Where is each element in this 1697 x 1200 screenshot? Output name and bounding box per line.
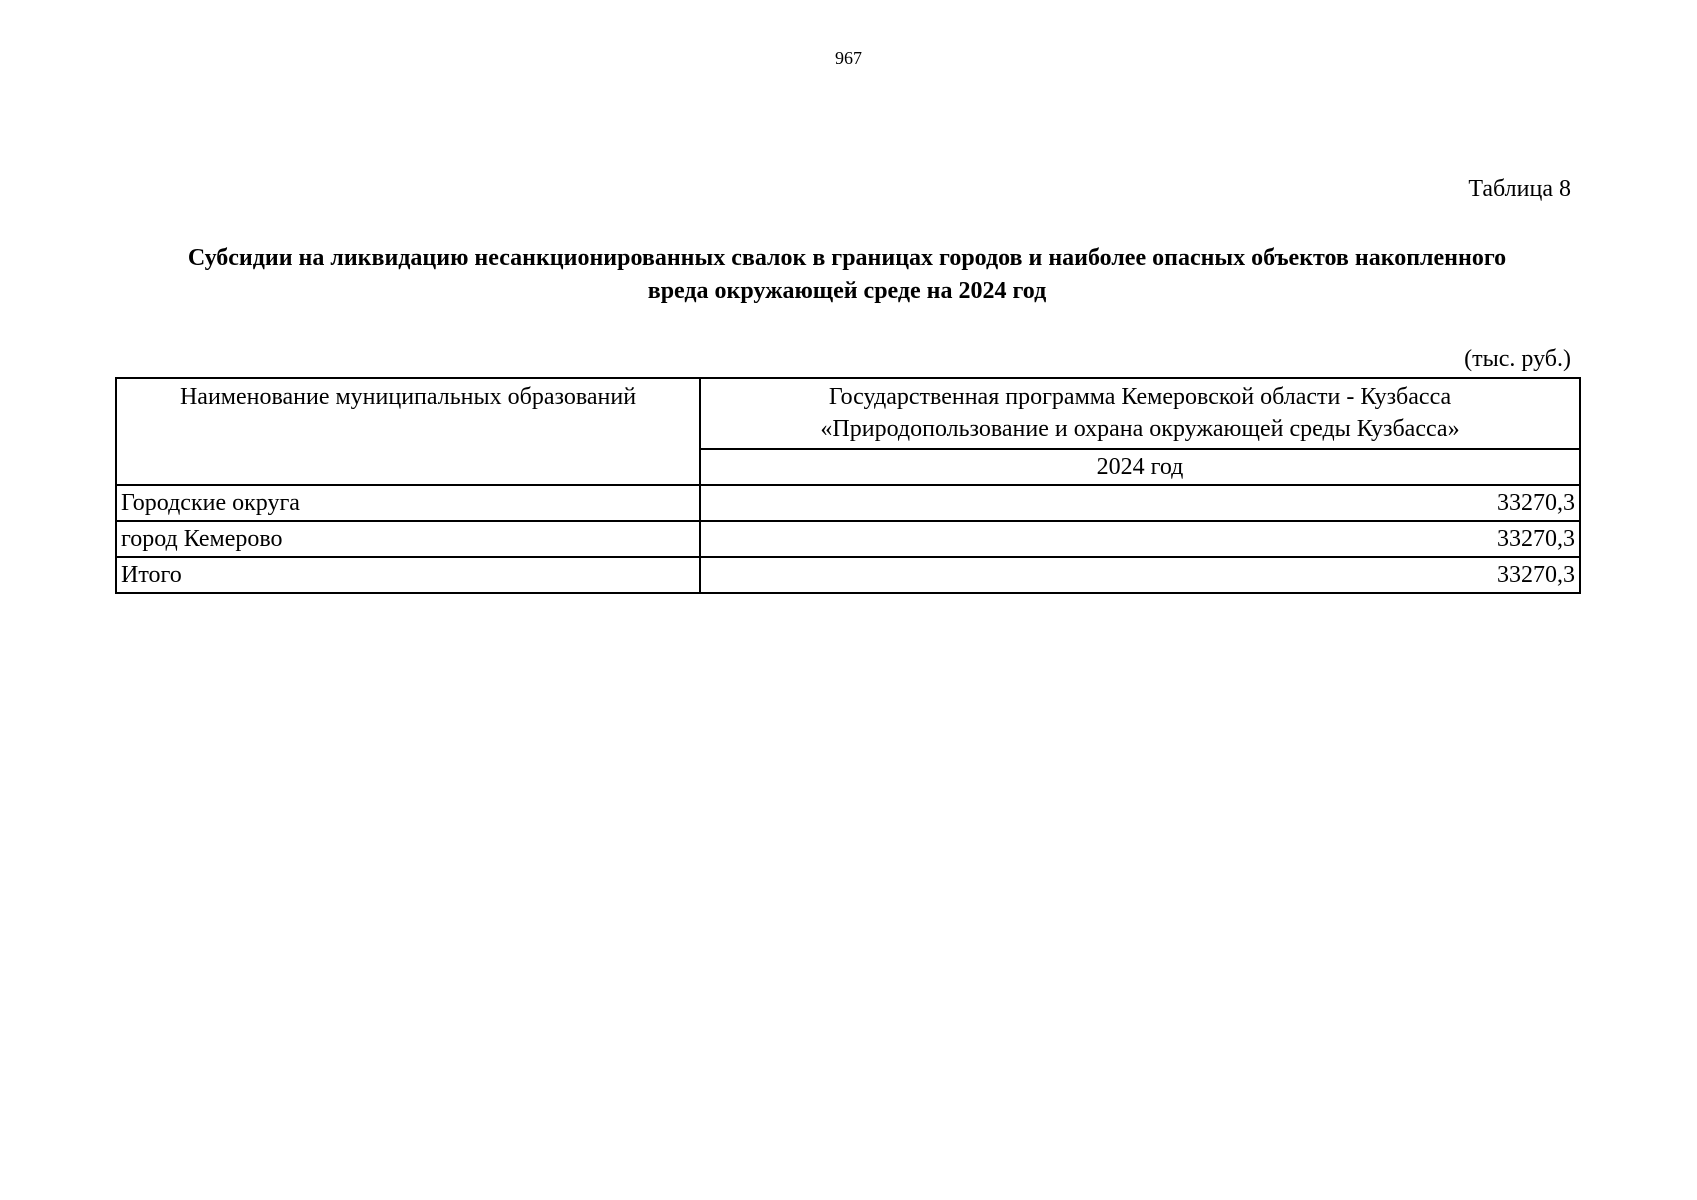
table-row	[116, 521, 1580, 557]
header-year: 2024 год	[700, 449, 1580, 485]
table-label: Таблица 8	[1468, 176, 1571, 202]
header-program-line-2: «Природопользование и охрана окружающей среды Кузбасса»	[820, 416, 1460, 442]
row-name: город Кемерово	[116, 521, 700, 557]
row-value: 33270,3	[700, 485, 1580, 521]
row-value: 33270,3	[700, 521, 1580, 557]
subsidy-table	[115, 377, 1581, 594]
table-row	[116, 485, 1580, 521]
table-header-row	[116, 378, 1580, 449]
row-name: Городские округа	[116, 485, 700, 521]
table-row	[116, 557, 1580, 593]
document-title-line-1: Субсидии на ликвидацию несанкционированных свалок в границах городов и наиболее опасных объектов накопленного	[187, 245, 1507, 271]
header-municipality-name: Наименование муниципальных образований	[116, 378, 700, 485]
header-program-line-1: Государственная программа Кемеровской области - Кузбасса	[828, 384, 1452, 410]
document-title	[116, 242, 1578, 308]
row-name: Итого	[116, 557, 700, 593]
document-title-line-2: вреда окружающей среде на 2024 год	[647, 278, 1047, 304]
header-program	[700, 378, 1580, 449]
units-label: (тыс. руб.)	[1464, 346, 1571, 372]
page-number: 967	[835, 48, 862, 68]
row-value: 33270,3	[700, 557, 1580, 593]
